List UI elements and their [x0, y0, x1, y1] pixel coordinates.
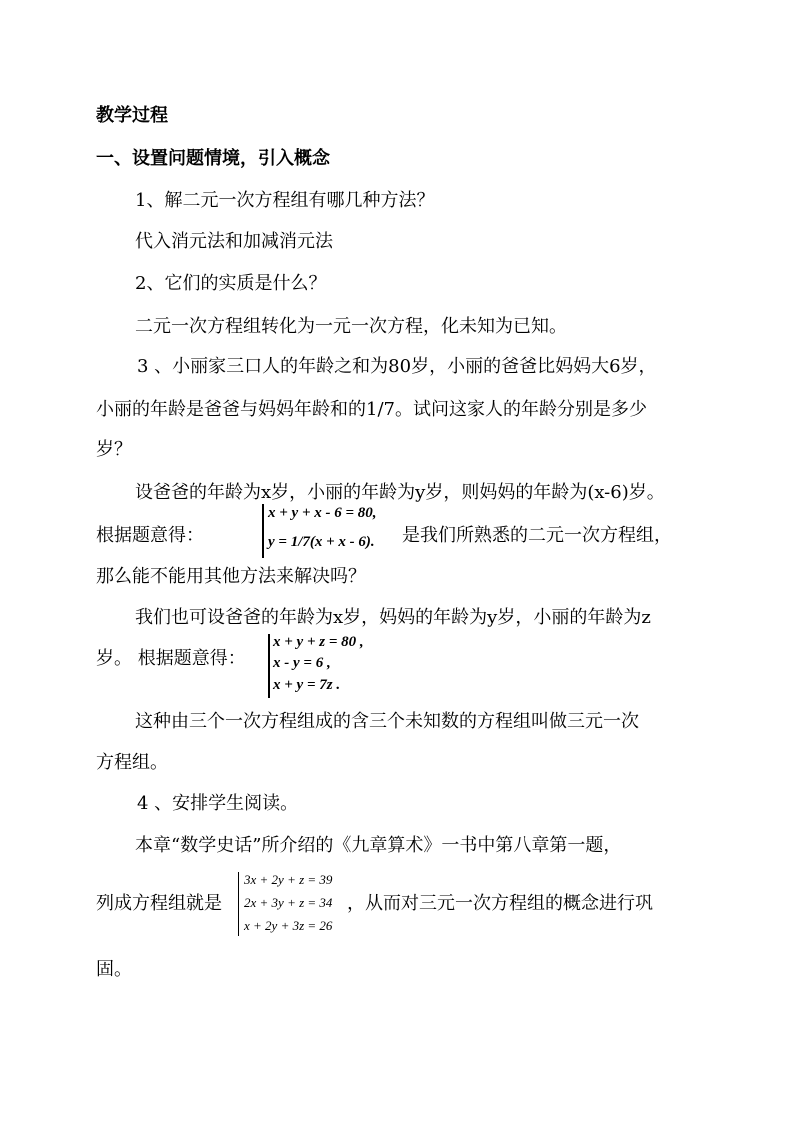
- paragraph-1-suffix: 是我们所熟悉的二元一次方程组，: [402, 525, 672, 546]
- equation-system-2: [268, 634, 408, 700]
- question-3-line-2: 小丽的年龄是爸爸与妈妈年龄和的1/7。试问这家人的年龄分别是多少: [96, 399, 647, 420]
- page-title: 教学过程: [96, 105, 168, 126]
- equation-system-3: [238, 872, 353, 938]
- equation-3-3: x + 2y + 3z = 26: [244, 918, 333, 933]
- brace-icon: [262, 504, 264, 558]
- equation-3-1: 3x + 2y + z = 39: [244, 872, 333, 887]
- paragraph-2-line-1: 我们也可设爸爸的年龄为x岁，妈妈的年龄为y岁，小丽的年龄为z: [135, 607, 651, 628]
- equation-2-2: x - y = 6 ,: [273, 655, 331, 671]
- equation-1-2: y = 1/7(x + x - 6).: [268, 534, 375, 550]
- question-3-line-3: 岁？: [96, 439, 132, 460]
- paragraph-4-line-3: 固。: [96, 959, 132, 980]
- paragraph-4-prefix: 列成方程组就是: [96, 893, 222, 914]
- section-heading: 一、设置问题情境，引入概念: [96, 148, 330, 169]
- equation-1-1: x + y + x - 6 = 80,: [268, 505, 377, 521]
- equation-system-1: [262, 504, 412, 560]
- brace-icon: [268, 634, 270, 698]
- equation-2-3: x + y = 7z .: [273, 677, 341, 693]
- equation-3-2: 2x + 3y + z = 34: [244, 895, 333, 910]
- paragraph-1-prefix: 根据题意得：: [96, 525, 204, 546]
- question-2: 2、它们的实质是什么？: [135, 273, 327, 294]
- paragraph-1-line-3: 那么能不能用其他方法来解决吗？: [96, 566, 366, 587]
- paragraph-4-suffix: ，从而对三元一次方程组的概念进行巩: [347, 893, 653, 914]
- paragraph-2-prefix: 岁。 根据题意得：: [96, 648, 246, 669]
- answer-1: 代入消元法和加减消元法: [135, 231, 333, 252]
- paragraph-3-line-2: 方程组。: [96, 752, 168, 773]
- answer-2: 二元一次方程组转化为一元一次方程，化未知为已知。: [135, 316, 567, 337]
- question-3-line-1: 3 、小丽家三口人的年龄之和为80岁，小丽的爸爸比妈妈大6岁，: [137, 356, 657, 377]
- question-4: 4 、安排学生阅读。: [137, 793, 299, 814]
- question-1: 1、解二元一次方程组有哪几种方法？: [135, 190, 435, 211]
- paragraph-1-line-1: 设爸爸的年龄为x岁，小丽的年龄为y岁，则妈妈的年龄为(x-6)岁。: [135, 482, 665, 503]
- paragraph-3-line-1: 这种由三个一次方程组成的含三个未知数的方程组叫做三元一次: [135, 711, 639, 732]
- equation-2-1: x + y + z = 80 ,: [273, 634, 364, 650]
- paragraph-4-line-1: 本章“数学史话”所介绍的《九章算术》一书中第八章第一题，: [135, 835, 622, 856]
- brace-icon: [238, 872, 239, 936]
